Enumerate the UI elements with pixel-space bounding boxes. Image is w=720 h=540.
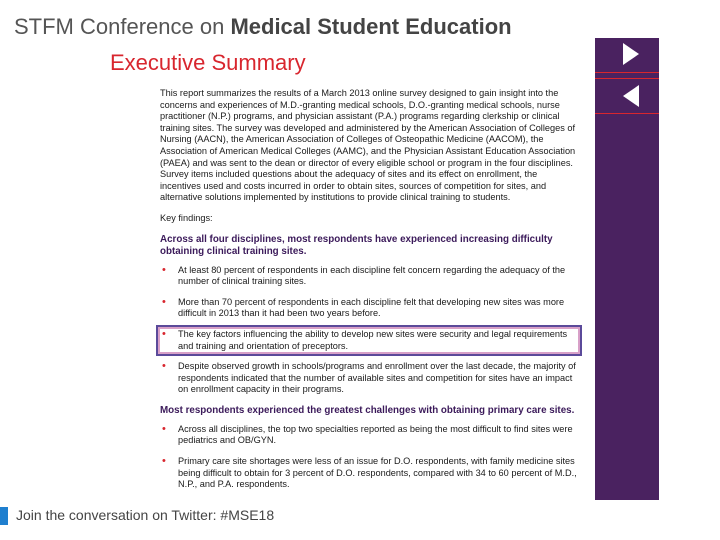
- previous-slide-button[interactable]: [595, 78, 659, 114]
- page-title: Executive Summary: [110, 50, 306, 75]
- section1-list: [160, 265, 578, 396]
- section2-list: [160, 424, 578, 491]
- list-item: • Primary care site shortages were less of an issue for D.O. respondents, with family medicine sites being difficult to obtain for 3 percent of D.O. respondents, compared with 34 to 60 percent of M.D., N.P., and P.A. respondents.: [160, 456, 578, 491]
- footer-accent-bar: [0, 507, 8, 525]
- conference-title: [14, 14, 512, 40]
- conference-title-bold: Medical Student Education: [230, 14, 512, 39]
- section2-heading: Most respondents experienced the greatest challenges with obtaining primary care sites.: [160, 404, 575, 416]
- list-item: • More than 70 percent of respondents in each discipline felt that developing new sites was more difficult in 2013 than it had been two years before.: [160, 297, 578, 320]
- footer: [0, 506, 600, 526]
- intro-paragraph: This report summarizes the results of a March 2013 online survey designed to gain insight into the concerns and experiences of M.D.-granting medical schools, D.O.-granting medical schools, nurse practitioner (N.P.) programs, and physician assistant (P.A.) programs regarding clerkship or clinical training sites. The survey was developed and administered by the American Association of Colleges of Nursing (AACN), the American Association of Colleges of Osteopathic Medicine (AACOM), the Association of American Medical Colleges (AAMC), and the Physician Assistant Education Association (PAEA) and was sent to the dean or director of every eligible school or program in the four disciplines. Survey items included questions about the adequacy of sites and its effect on enrollment, the incentives used and costs incurred in order to obtain sites, sources of competition for sites, and alternative solutions implemented by institutions to provide clinical training to students.: [160, 88, 576, 203]
- conference-title-prefix: STFM Conference on: [14, 14, 231, 39]
- highlighted-list-item: • The key factors influencing the ability to develop new sites were security and legal requirements and training and orientation of preceptors.: [160, 329, 578, 352]
- section1-heading: Across all four disciplines, most respondents have experienced increasing difficulty obtaining clinical training sites.: [160, 233, 553, 257]
- triangle-right-icon: [623, 43, 639, 65]
- navigation-sidebar: [595, 38, 659, 500]
- list-item: • Despite observed growth in schools/programs and enrollment over the last decade, the majority of respondents indicated that the number of available sites and competition for sites have an impact on enrollment capacity in their programs.: [160, 361, 578, 396]
- key-findings-label: Key findings:: [160, 212, 213, 223]
- twitter-hashtag-text: Join the conversation on Twitter: #MSE18: [16, 507, 275, 523]
- summary-document: [160, 88, 578, 500]
- triangle-left-icon: [623, 85, 639, 107]
- next-slide-button[interactable]: [595, 38, 659, 73]
- list-item: • At least 80 percent of respondents in each discipline felt concern regarding the adequacy of the number of clinical training sites.: [160, 265, 578, 288]
- list-item: • Across all disciplines, the top two specialties reported as being the most difficult to find sites were pediatrics and OB/GYN.: [160, 424, 578, 447]
